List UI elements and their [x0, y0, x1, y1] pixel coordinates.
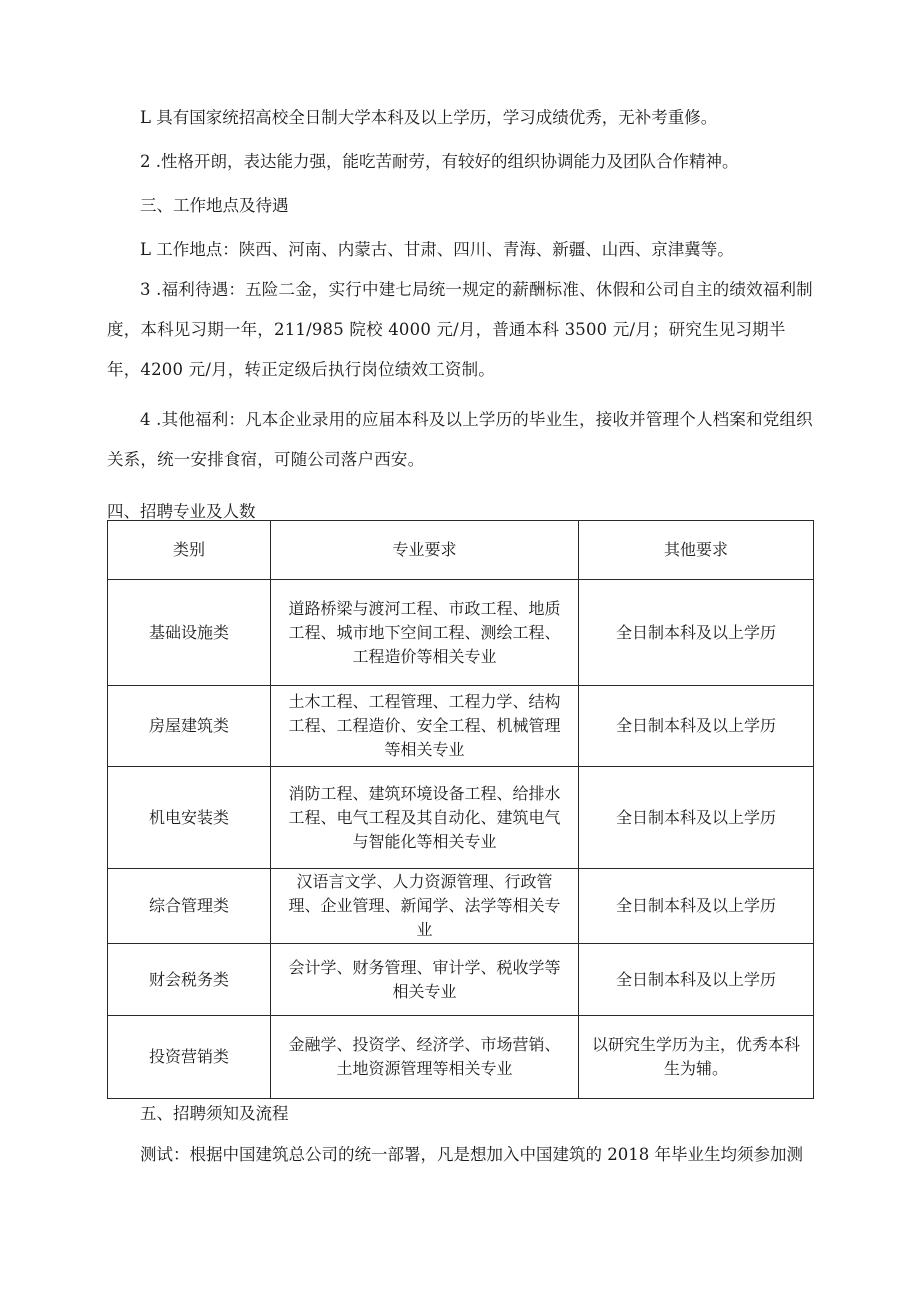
row-other: 全日制本科及以上学历	[579, 686, 814, 767]
table-row	[108, 767, 814, 869]
row-major: 道路桥梁与渡河工程、市政工程、地质工程、城市地下空间工程、测绘工程、工程造价等相关专业	[271, 580, 579, 686]
header-category: 类别	[108, 521, 271, 580]
row-major: 消防工程、建筑环境设备工程、给排水工程、电气工程及其自动化、建筑电气与智能化等相关专业	[271, 767, 579, 869]
recruitment-table	[107, 520, 814, 1099]
header-other: 其他要求	[579, 521, 814, 580]
row-category: 财会税务类	[108, 944, 271, 1016]
section-3-heading: 三、工作地点及待遇	[140, 196, 289, 215]
row-category: 投资营销类	[108, 1016, 271, 1099]
row-category: 机电安装类	[108, 767, 271, 869]
header-major: 专业要求	[271, 521, 579, 580]
requirement-item-1: L 具有国家统招高校全日制大学本科及以上学历，学习成绩优秀，无补考重修。	[140, 108, 718, 127]
table-header-row	[108, 521, 814, 580]
welfare-paragraph: 3 .福利待遇：五险二金，实行中建七局统一规定的薪酬标准、休假和公司自主的绩效福利制度，本科见习期一年，211/985 院校 4000 元/月，普通本科 3500 元/月；研究生见习期半年，4200 元/月，转正定级后执行岗位绩效工资制。	[107, 280, 813, 379]
test-paragraph: 测试：根据中国建筑总公司的统一部署，凡是想加入中国建筑的 2018 年毕业生均须参加测	[140, 1145, 803, 1164]
section-5-heading: 五、招聘须知及流程	[140, 1104, 289, 1123]
other-welfare-paragraph: 4 .其他福利：凡本企业录用的应届本科及以上学历的毕业生，接收并管理个人档案和党组织关系，统一安排食宿，可随公司落户西安。	[107, 410, 813, 469]
table-row	[108, 869, 814, 944]
row-other: 全日制本科及以上学历	[579, 580, 814, 686]
work-location: L 工作地点：陕西、河南、内蒙古、甘肃、四川、青海、新疆、山西、京津冀等。	[140, 240, 734, 259]
table-row	[108, 944, 814, 1016]
requirement-item-2: 2 .性格开朗，表达能力强，能吃苦耐劳，有较好的组织协调能力及团队合作精神。	[140, 152, 739, 171]
row-category: 基础设施类	[108, 580, 271, 686]
table-row	[108, 580, 814, 686]
row-other: 全日制本科及以上学历	[579, 869, 814, 944]
row-major: 会计学、财务管理、审计学、税收学等相关专业	[271, 944, 579, 1016]
row-category: 房屋建筑类	[108, 686, 271, 767]
row-major: 汉语言文学、人力资源管理、行政管理、企业管理、新闻学、法学等相关专业	[271, 869, 579, 944]
row-other: 全日制本科及以上学历	[579, 767, 814, 869]
row-other: 全日制本科及以上学历	[579, 944, 814, 1016]
section-4-heading: 四、招聘专业及人数	[107, 502, 256, 521]
row-major: 金融学、投资学、经济学、市场营销、土地资源管理等相关专业	[271, 1016, 579, 1099]
row-other: 以研究生学历为主，优秀本科生为辅。	[579, 1016, 814, 1099]
table-row	[108, 1016, 814, 1099]
row-major: 土木工程、工程管理、工程力学、结构工程、工程造价、安全工程、机械管理等相关专业	[271, 686, 579, 767]
table-row	[108, 686, 814, 767]
row-category: 综合管理类	[108, 869, 271, 944]
